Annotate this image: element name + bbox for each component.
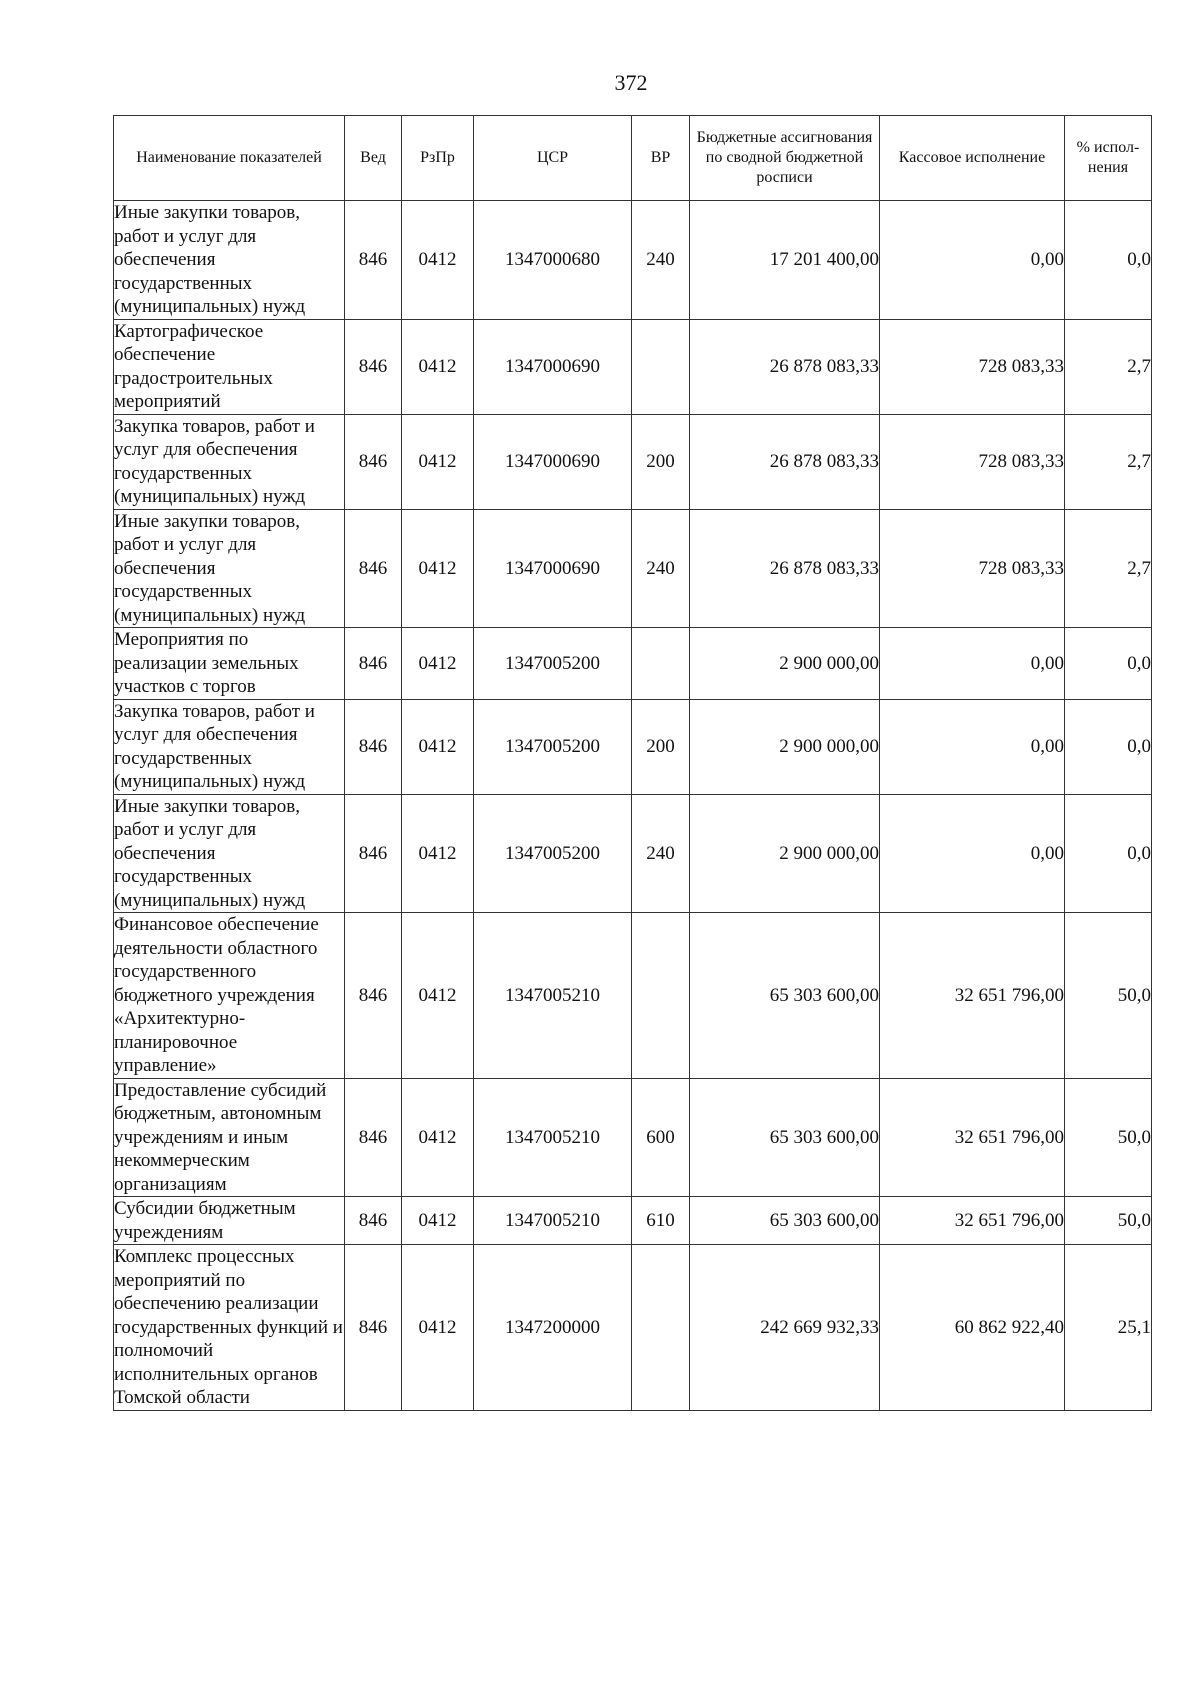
- cell-csr: 1347005200: [474, 699, 632, 794]
- cell-vr: 200: [632, 699, 690, 794]
- cell-name: Иные закупки товаров, работ и услуг для обеспечения государственных (муниципальных) нужд: [114, 201, 345, 320]
- cell-cash: 32 651 796,00: [880, 913, 1065, 1079]
- cell-ved: 846: [345, 414, 402, 509]
- cell-rzpr: 0412: [402, 414, 474, 509]
- cell-budget: 65 303 600,00: [690, 913, 880, 1079]
- cell-vr: 610: [632, 1197, 690, 1245]
- table-row: [114, 1078, 1152, 1197]
- cell-ved: 846: [345, 913, 402, 1079]
- cell-percent: 0,0: [1065, 628, 1152, 700]
- cell-percent: 50,0: [1065, 1197, 1152, 1245]
- cell-cash: 728 083,33: [880, 319, 1065, 414]
- cell-name: Картографическое обеспечение градостроительных мероприятий: [114, 319, 345, 414]
- cell-ved: 846: [345, 628, 402, 700]
- cell-name: Мероприятия по реализации земельных участков с торгов: [114, 628, 345, 700]
- cell-ved: 846: [345, 1197, 402, 1245]
- cell-name: Финансовое обеспечение деятельности областного государственного бюджетного учреждения «Архитектурно-планировочное управление»: [114, 913, 345, 1079]
- cell-csr: 1347000690: [474, 319, 632, 414]
- cell-ved: 846: [345, 201, 402, 320]
- cell-csr: 1347000690: [474, 509, 632, 628]
- cell-rzpr: 0412: [402, 509, 474, 628]
- cell-percent: 0,0: [1065, 699, 1152, 794]
- cell-percent: 2,7: [1065, 319, 1152, 414]
- cell-budget: 17 201 400,00: [690, 201, 880, 320]
- cell-ved: 846: [345, 509, 402, 628]
- cell-budget: 65 303 600,00: [690, 1197, 880, 1245]
- cell-csr: 1347000680: [474, 201, 632, 320]
- cell-budget: 65 303 600,00: [690, 1078, 880, 1197]
- header-cash: Кассовое исполнение: [880, 116, 1065, 201]
- header-ved: Вед: [345, 116, 402, 201]
- cell-cash: 728 083,33: [880, 509, 1065, 628]
- cell-csr: 1347200000: [474, 1245, 632, 1411]
- header-vr: ВР: [632, 116, 690, 201]
- cell-vr: 600: [632, 1078, 690, 1197]
- cell-percent: 2,7: [1065, 509, 1152, 628]
- cell-name: Иные закупки товаров, работ и услуг для обеспечения государственных (муниципальных) нужд: [114, 794, 345, 913]
- cell-vr: [632, 1245, 690, 1411]
- cell-percent: 2,7: [1065, 414, 1152, 509]
- table-row: [114, 794, 1152, 913]
- table-header-row: [114, 116, 1152, 201]
- cell-rzpr: 0412: [402, 794, 474, 913]
- cell-budget: 26 878 083,33: [690, 509, 880, 628]
- cell-cash: 32 651 796,00: [880, 1197, 1065, 1245]
- cell-budget: 26 878 083,33: [690, 319, 880, 414]
- cell-csr: 1347000690: [474, 414, 632, 509]
- cell-vr: 240: [632, 794, 690, 913]
- cell-name: Предоставление субсидий бюджетным, автономным учреждениям и иным некоммерческим организациям: [114, 1078, 345, 1197]
- cell-vr: [632, 913, 690, 1079]
- cell-rzpr: 0412: [402, 1245, 474, 1411]
- cell-rzpr: 0412: [402, 699, 474, 794]
- header-csr: ЦСР: [474, 116, 632, 201]
- cell-budget: 26 878 083,33: [690, 414, 880, 509]
- cell-ved: 846: [345, 794, 402, 913]
- table-row: [114, 201, 1152, 320]
- cell-cash: 0,00: [880, 628, 1065, 700]
- cell-percent: 0,0: [1065, 201, 1152, 320]
- table-row: [114, 1245, 1152, 1411]
- cell-budget: 2 900 000,00: [690, 699, 880, 794]
- cell-ved: 846: [345, 1245, 402, 1411]
- cell-percent: 50,0: [1065, 1078, 1152, 1197]
- header-percent: % испол-нения: [1065, 116, 1152, 201]
- table-row: [114, 319, 1152, 414]
- cell-vr: [632, 319, 690, 414]
- page-number: 372: [614, 70, 648, 95]
- header-rzpr: РзПр: [402, 116, 474, 201]
- cell-cash: 0,00: [880, 201, 1065, 320]
- cell-rzpr: 0412: [402, 628, 474, 700]
- cell-vr: 240: [632, 201, 690, 320]
- cell-name: Комплекс процессных мероприятий по обеспечению реализации государственных функций и полномочий исполнительных органов Томской области: [114, 1246, 343, 1408]
- cell-csr: 1347005200: [474, 794, 632, 913]
- cell-rzpr: 0412: [402, 1078, 474, 1197]
- cell-rzpr: 0412: [402, 201, 474, 320]
- table-row: [114, 1197, 1152, 1245]
- cell-percent: 0,0: [1065, 794, 1152, 913]
- cell-name: Иные закупки товаров, работ и услуг для обеспечения государственных (муниципальных) нужд: [114, 509, 345, 628]
- table-row: [114, 699, 1152, 794]
- table-row: [114, 414, 1152, 509]
- cell-cash: 728 083,33: [880, 414, 1065, 509]
- cell-cash: 60 862 922,40: [880, 1245, 1065, 1411]
- table-row: [114, 509, 1152, 628]
- cell-cash: 0,00: [880, 699, 1065, 794]
- cell-vr: 240: [632, 509, 690, 628]
- cell-csr: 1347005210: [474, 1197, 632, 1245]
- cell-percent: 25,1: [1065, 1245, 1152, 1411]
- cell-budget: 2 900 000,00: [690, 794, 880, 913]
- cell-cash: 0,00: [880, 794, 1065, 913]
- table-body: [114, 201, 1152, 1411]
- header-budget: Бюджетные ассигнования по сводной бюджетной росписи: [690, 116, 880, 201]
- cell-rzpr: 0412: [402, 913, 474, 1079]
- cell-rzpr: 0412: [402, 1197, 474, 1245]
- header-name: Наименование показателей: [114, 116, 345, 201]
- cell-csr: 1347005210: [474, 913, 632, 1079]
- cell-name: Субсидии бюджетным учреждениям: [114, 1197, 345, 1245]
- cell-name: Закупка товаров, работ и услуг для обеспечения государственных (муниципальных) нужд: [114, 699, 345, 794]
- cell-ved: 846: [345, 1078, 402, 1197]
- cell-csr: 1347005200: [474, 628, 632, 700]
- cell-cash: 32 651 796,00: [880, 1078, 1065, 1197]
- cell-vr: [632, 628, 690, 700]
- cell-ved: 846: [345, 699, 402, 794]
- cell-ved: 846: [345, 319, 402, 414]
- budget-table: [113, 115, 1152, 1411]
- cell-rzpr: 0412: [402, 319, 474, 414]
- cell-budget: 242 669 932,33: [690, 1245, 880, 1411]
- cell-name: Закупка товаров, работ и услуг для обеспечения государственных (муниципальных) нужд: [114, 414, 345, 509]
- cell-vr: 200: [632, 414, 690, 509]
- table-row: [114, 913, 1152, 1079]
- table-row: [114, 628, 1152, 700]
- cell-csr: 1347005210: [474, 1078, 632, 1197]
- cell-percent: 50,0: [1065, 913, 1152, 1079]
- cell-budget: 2 900 000,00: [690, 628, 880, 700]
